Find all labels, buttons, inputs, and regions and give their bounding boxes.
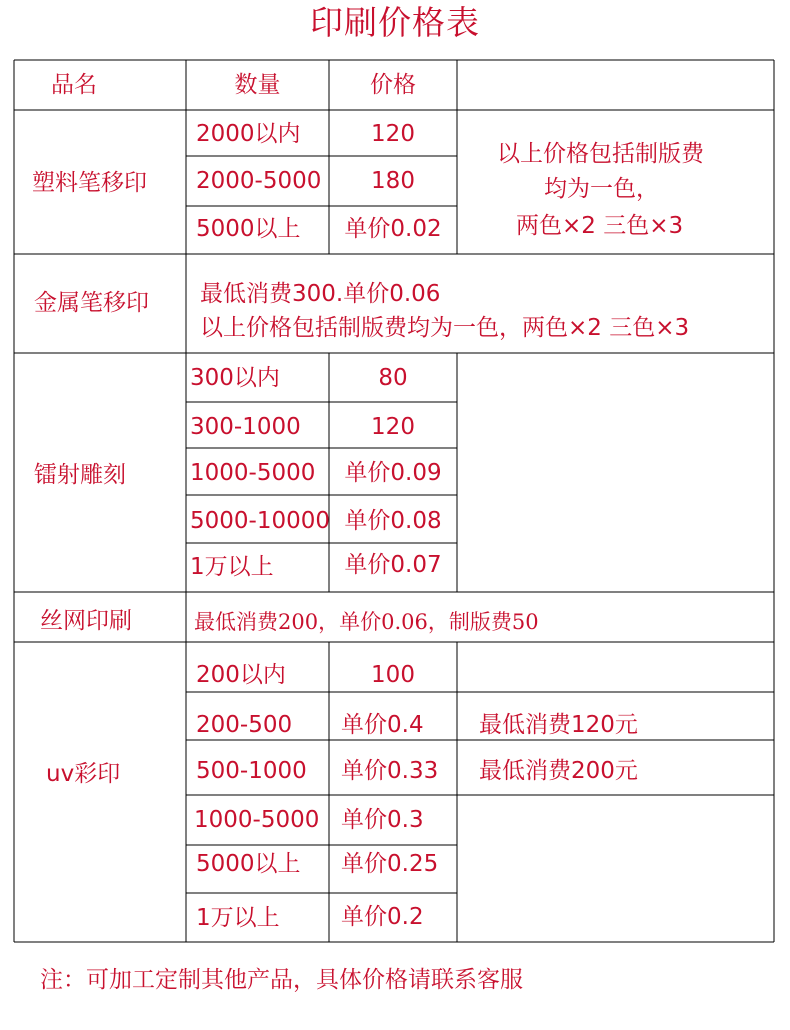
silk-text: 最低消费200，单价0.06，制版费50: [194, 610, 539, 634]
laser-qty-5: 1万以上: [190, 554, 274, 580]
metal-name: 金属笔移印: [34, 290, 149, 316]
laser-price-1: 80: [378, 365, 408, 391]
uv-qty-3: 500-1000: [196, 758, 307, 784]
uv-remark-3: 最低消费200元: [479, 758, 638, 784]
uv-qty-4: 1000-5000: [194, 807, 320, 833]
laser-qty-2: 300-1000: [190, 414, 301, 440]
laser-price-3: 单价0.09: [344, 460, 442, 486]
plastic-qty-1: 2000以内: [196, 121, 301, 147]
plastic-price-1: 120: [371, 121, 415, 147]
uv-price-1: 100: [371, 662, 415, 688]
laser-price-5: 单价0.07: [344, 552, 442, 578]
plastic-remark-2: 均为一色，: [544, 176, 659, 202]
uv-qty-1: 200以内: [196, 662, 286, 688]
laser-qty-3: 1000-5000: [190, 460, 316, 486]
uv-price-6: 单价0.2: [341, 904, 424, 930]
uv-price-2: 单价0.4: [341, 712, 424, 738]
laser-price-4: 单价0.08: [344, 508, 442, 534]
header-qty: 数量: [234, 72, 281, 98]
page-title: 印刷价格表: [310, 3, 480, 42]
metal-line-1: 最低消费300.单价0.06: [200, 281, 441, 307]
laser-qty-1: 300以内: [190, 365, 280, 391]
uv-qty-5: 5000以上: [196, 851, 301, 877]
header-name: 品名: [51, 72, 97, 98]
laser-qty-4: 5000-10000: [190, 508, 330, 534]
plastic-qty-2: 2000-5000: [196, 168, 322, 194]
plastic-qty-3: 5000以上: [196, 216, 301, 242]
uv-price-5: 单价0.25: [341, 851, 439, 877]
uv-remark-2: 最低消费120元: [479, 712, 638, 738]
uv-name: uv彩印: [46, 761, 121, 787]
plastic-price-2: 180: [371, 168, 415, 194]
laser-price-2: 120: [371, 414, 415, 440]
header-price: 价格: [370, 72, 416, 98]
uv-qty-2: 200-500: [196, 712, 293, 738]
plastic-name: 塑料笔移印: [32, 170, 147, 196]
footer-note: 注：可加工定制其他产品，具体价格请联系客服: [40, 967, 523, 993]
uv-qty-6: 1万以上: [196, 905, 280, 931]
uv-price-3: 单价0.33: [341, 758, 439, 784]
metal-line-2: 以上价格包括制版费均为一色，两色×2 三色×3: [200, 315, 690, 341]
uv-price-4: 单价0.3: [341, 807, 424, 833]
silk-name: 丝网印刷: [40, 608, 132, 634]
plastic-remark-3: 两色×2 三色×3: [516, 213, 684, 239]
laser-name: 镭射雕刻: [34, 462, 126, 488]
plastic-remark-1: 以上价格包括制版费: [497, 141, 704, 167]
plastic-price-3: 单价0.02: [344, 216, 442, 242]
